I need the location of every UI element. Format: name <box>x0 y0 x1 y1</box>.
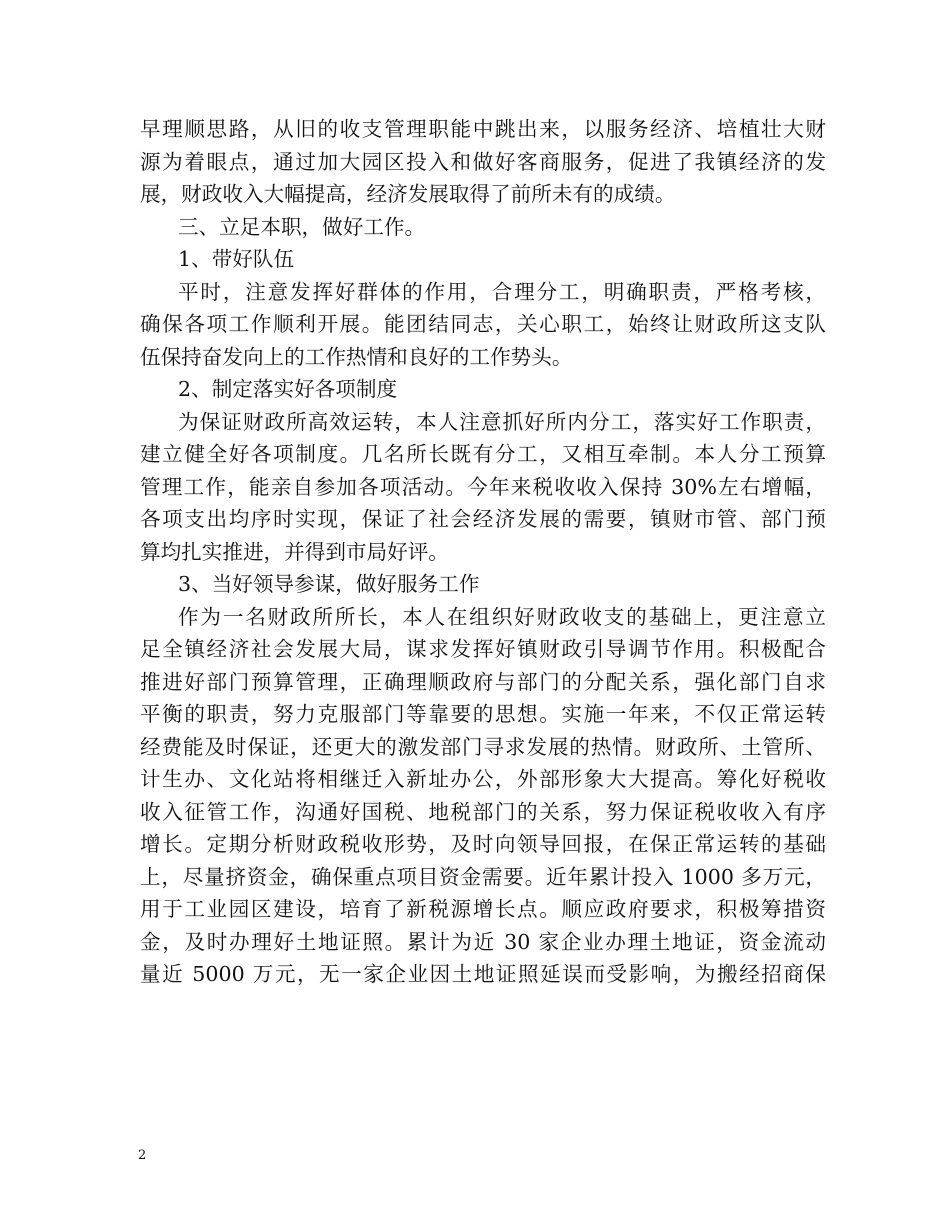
text-line: 上，尽量挤资金，确保重点项目资金需要。近年累计投入 1000 多万元， <box>140 864 826 889</box>
text-line: 作为一名财政所所长，本人在组织好财政收支的基础上，更注意立 <box>178 604 826 629</box>
page-number: 2 <box>138 1148 147 1163</box>
text-line: 伍保持奋发向上的工作热情和良好的工作势头。 <box>140 344 573 369</box>
text-line: 经费能及时保证，还更大的激发部门寻求发展的热情。财政所、土管所、 <box>140 734 826 759</box>
subsection-heading: 3、当好领导参谋，做好服务工作 <box>178 572 480 596</box>
text-line: 增长。定期分析财政税收形势，及时向领导回报，在保正常运转的基础 <box>140 832 826 856</box>
text-line: 足全镇经济社会发展大局，谋求发挥好镇财政引导调节作用。积极配合 <box>140 637 826 661</box>
text-line: 各项支出均序时实现，保证了社会经济发展的需要，镇财市管、部门预 <box>140 507 826 531</box>
text-line: 推进好部门预算管理，正确理顺政府与部门的分配关系，强化部门自求 <box>140 669 826 694</box>
text-line: 量近 5000 万元，无一家企业因土地证照延误而受影响，为搬经招商保 <box>140 962 826 986</box>
text-line: 为保证财政所高效运转，本人注意抓好所内分工，落实好工作职责， <box>178 409 826 434</box>
text-line: 平衡的职责，努力克服部门等靠要的思想。实施一年来，不仅正常运转 <box>140 702 826 726</box>
text-line: 展，财政收入大幅提高，经济发展取得了前所未有的成绩。 <box>140 182 676 206</box>
text-line: 收入征管工作，沟通好国税、地税部门的关系，努力保证税收收入有序 <box>140 799 826 824</box>
text-line: 源为着眼点，通过加大园区投入和做好客商服务，促进了我镇经济的发 <box>140 149 826 174</box>
text-line: 金，及时办理好土地证照。累计为近 30 家企业办理土地证，资金流动 <box>140 929 826 954</box>
text-line: 用于工业园区建设，培育了新税源增长点。顺应政府要求，积极筹措资 <box>140 897 826 921</box>
text-line: 建立健全好各项制度。几名所长既有分工，又相互牵制。本人分工预算 <box>140 442 826 466</box>
section-heading: 三、立足本职，做好工作。 <box>178 214 426 239</box>
text-line: 管理工作，能亲自参加各项活动。今年来税收收入保持 30%左右增幅， <box>140 474 826 499</box>
subsection-heading: 1、带好队伍 <box>178 247 295 271</box>
text-line: 计生办、文化站将相继迁入新址办公，外部形象大大提高。筹化好税收 <box>140 767 826 791</box>
text-line: 确保各项工作顺利开展。能团结同志，关心职工，始终让财政所这支队 <box>140 312 826 336</box>
document-body <box>140 113 826 991</box>
subsection-heading: 2、制定落实好各项制度 <box>178 377 398 401</box>
text-line: 平时，注意发挥好群体的作用，合理分工，明确职责，严格考核， <box>178 279 826 304</box>
text-line: 算均扎实推进，并得到市局好评。 <box>140 539 449 564</box>
text-line: 早理顺思路，从旧的收支管理职能中跳出来，以服务经济、培植壮大财 <box>140 117 826 141</box>
